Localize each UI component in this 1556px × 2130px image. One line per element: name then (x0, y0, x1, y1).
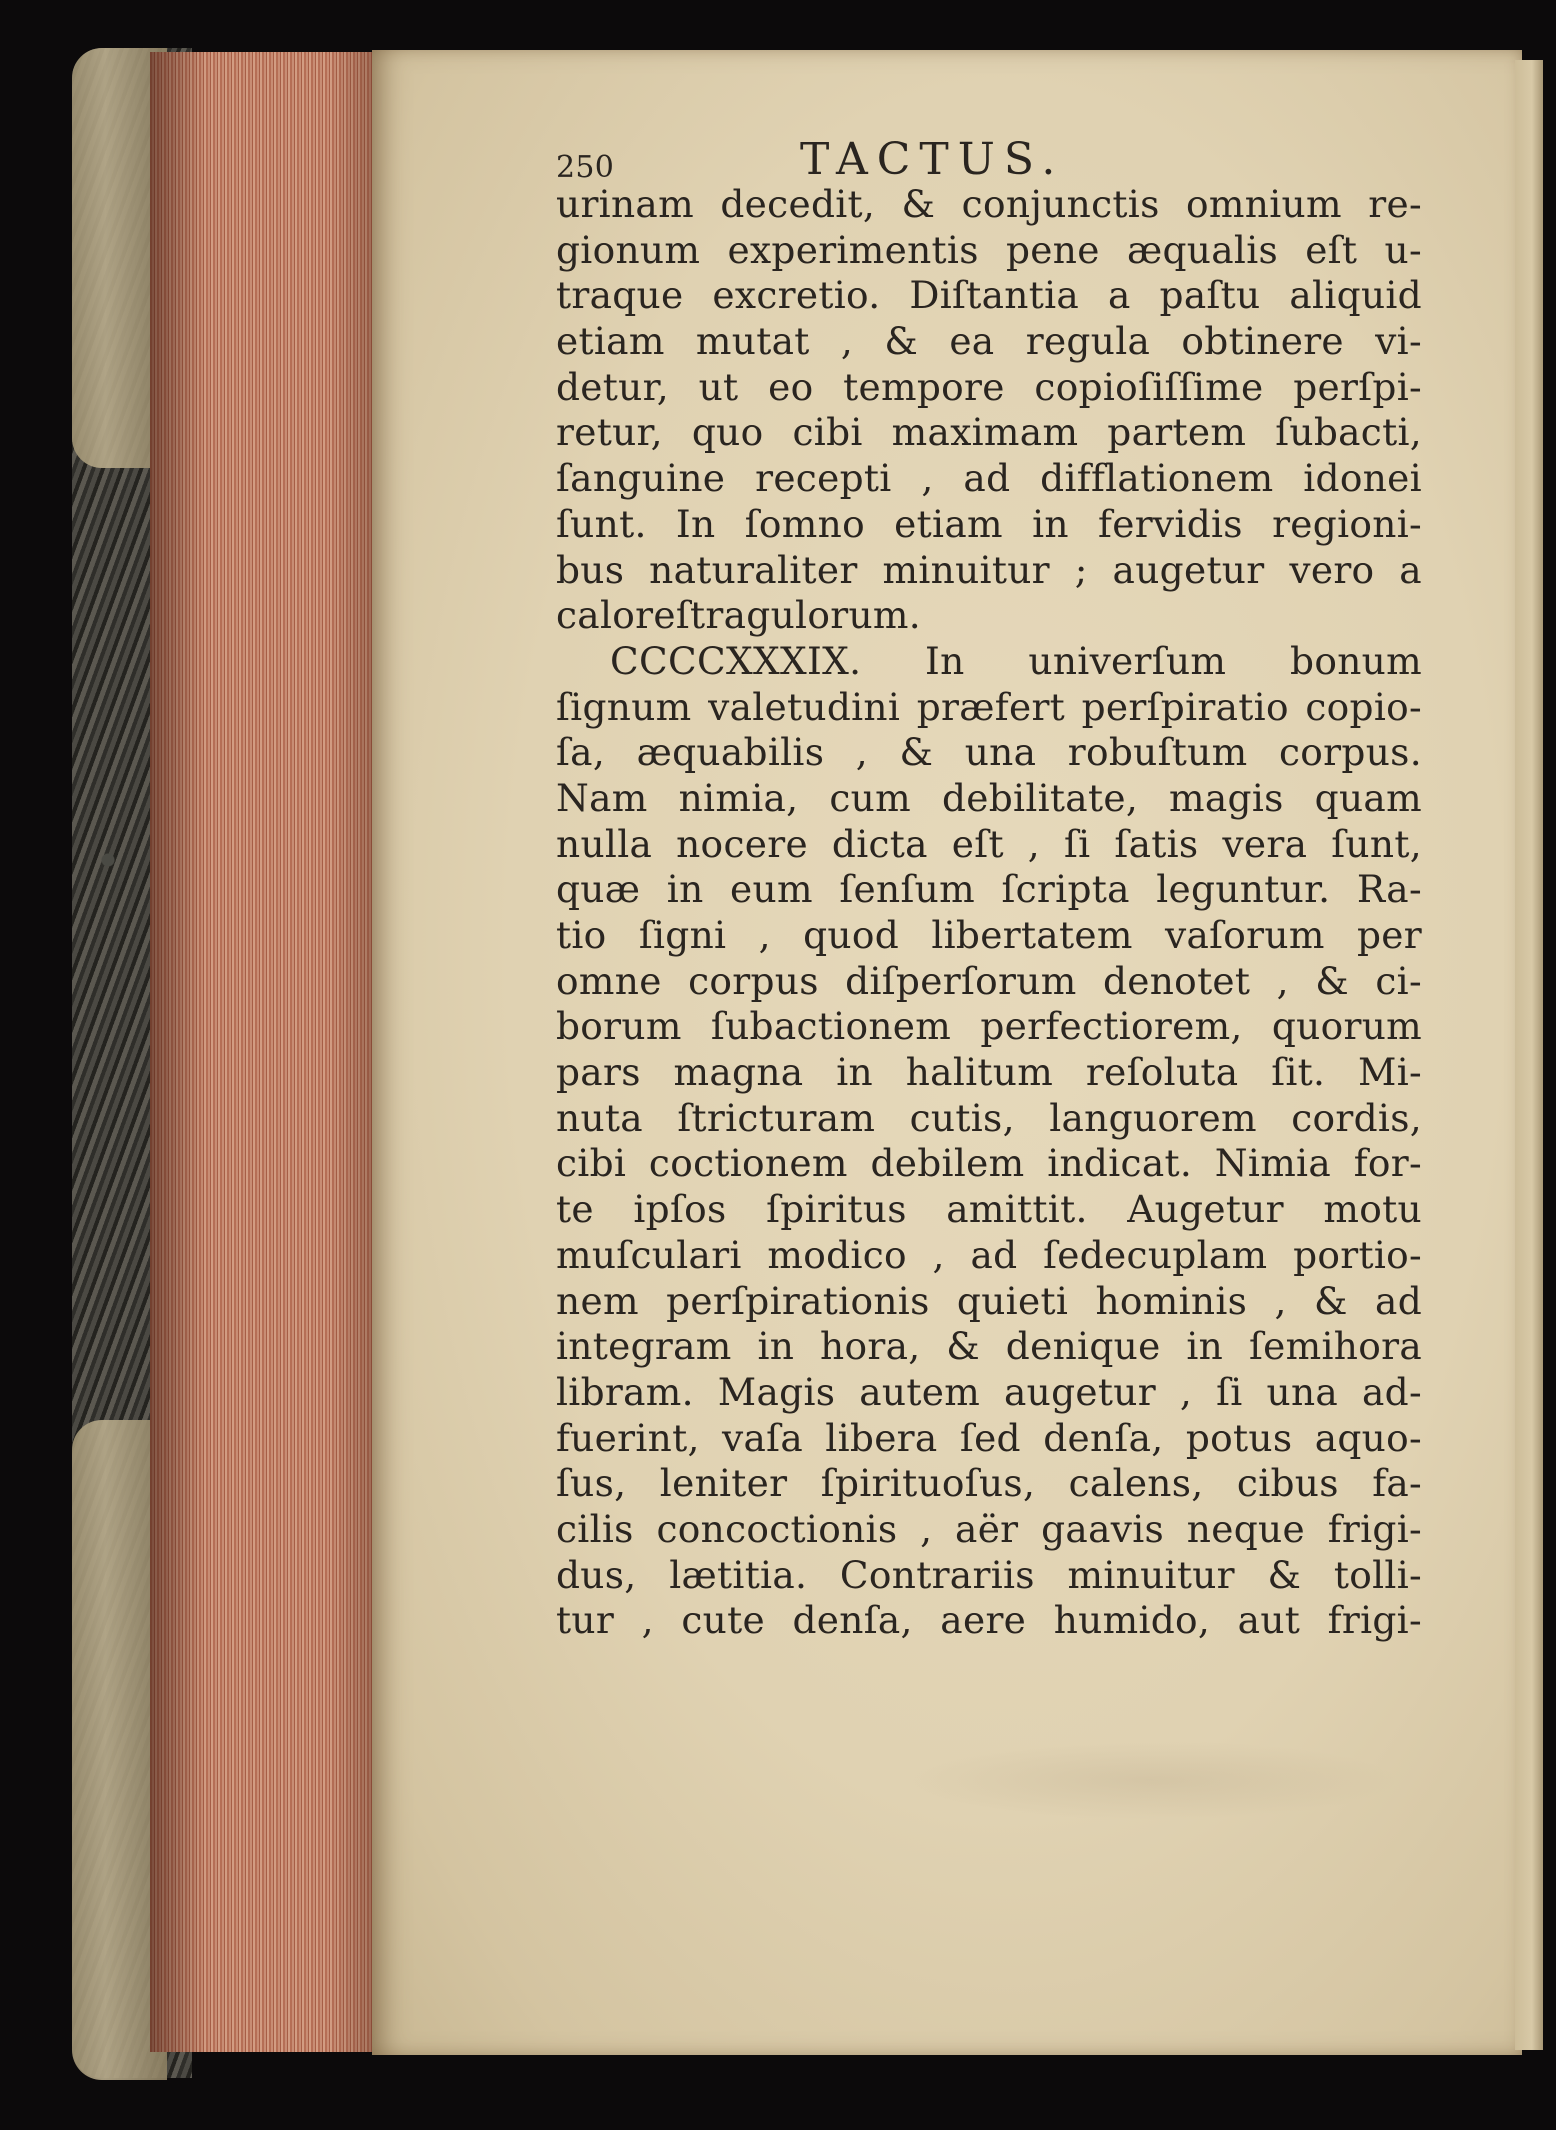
text-line: ſignum valetudini præfert perſpiratio copio- (556, 684, 1422, 729)
text-line: retur, quo cibi maximam partem ſubacti, (556, 410, 1422, 455)
text-line: borum ſubactionem perfectiorem, quorum (556, 1004, 1422, 1049)
page-header (556, 132, 1422, 185)
text-line: ſa, æquabilis , & una robuſtum corpus. (556, 730, 1422, 775)
text-line: cilis concoctionis , aër gaavis neque frigi- (556, 1506, 1422, 1551)
text-line: tur , cute denſa, aere humido, aut frigi- (556, 1598, 1422, 1643)
text-line: fuerint, vaſa libera ſed denſa, potus aquo- (556, 1415, 1422, 1460)
body-text (556, 182, 1422, 1644)
text-line: quæ in eum ſenſum ſcripta leguntur. Ra- (556, 867, 1422, 912)
text-line: detur, ut eo tempore copioſiſſime perſpi- (556, 364, 1422, 409)
text-line: calore ſtragulorum. (556, 593, 921, 638)
text-line: ſus, leniter ſpirituoſus, calens, cibus fa- (556, 1461, 1422, 1506)
text-line: Nam nimia, cum debilitate, magis quam (556, 775, 1422, 820)
page-number: 250 (556, 150, 615, 185)
text-line: tio ſigni , quod libertatem vaſorum per (556, 913, 1422, 957)
text-line: ſanguine recepti , ad difflationem idonei (556, 456, 1422, 501)
text-line: libram. Magis autem augetur , ſi una ad- (556, 1369, 1422, 1414)
text-line: cibi coctionem debilem indicat. Nimia for- (556, 1141, 1422, 1186)
text-line: te ipſos ſpiritus amittit. Augetur motu (556, 1187, 1422, 1232)
text-line: nem perſpirationis quieti hominis , & ad (556, 1278, 1422, 1323)
text-line: urinam decedit, & conjunctis omnium re- (556, 182, 1422, 226)
bleed-through-stain (900, 1740, 1400, 1820)
text-line: etiam mutat , & ea regula obtinere vi- (556, 319, 1422, 364)
text-line: muſculari modico , ad ſedecuplam portio- (556, 1232, 1422, 1277)
page-block-shadow (150, 52, 375, 2052)
text-line: CCCCXXXIX. In univerſum bonum (610, 638, 1422, 683)
text-line: traque excretio. Diſtantia a paſtu aliquid (556, 273, 1422, 318)
text-line: nulla nocere dicta eſt , ſi ſatis vera ſunt, (556, 821, 1422, 866)
running-title: TACTUS. (800, 134, 1065, 185)
text-line: nuta ſtricturam cutis, languorem cordis, (556, 1095, 1422, 1140)
text-line: dus, lætitia. Contrariis minuitur & tolli- (556, 1552, 1422, 1597)
text-line: gionum experimentis pene æqualis eſt u- (556, 227, 1422, 272)
text-line: pars magna in halitum reſoluta ſit. Mi- (556, 1050, 1422, 1095)
text-line: ſunt. In ſomno etiam in fervidis regioni- (556, 501, 1422, 546)
page-text-block (556, 132, 1422, 1644)
text-line: integram in hora, & denique in ſemihora (556, 1324, 1422, 1369)
text-line: omne corpus diſperſorum denotet , & ci- (556, 958, 1422, 1003)
text-line: bus naturaliter minuitur ; augetur vero a (556, 547, 1422, 592)
page-right-edge (1515, 60, 1543, 2050)
